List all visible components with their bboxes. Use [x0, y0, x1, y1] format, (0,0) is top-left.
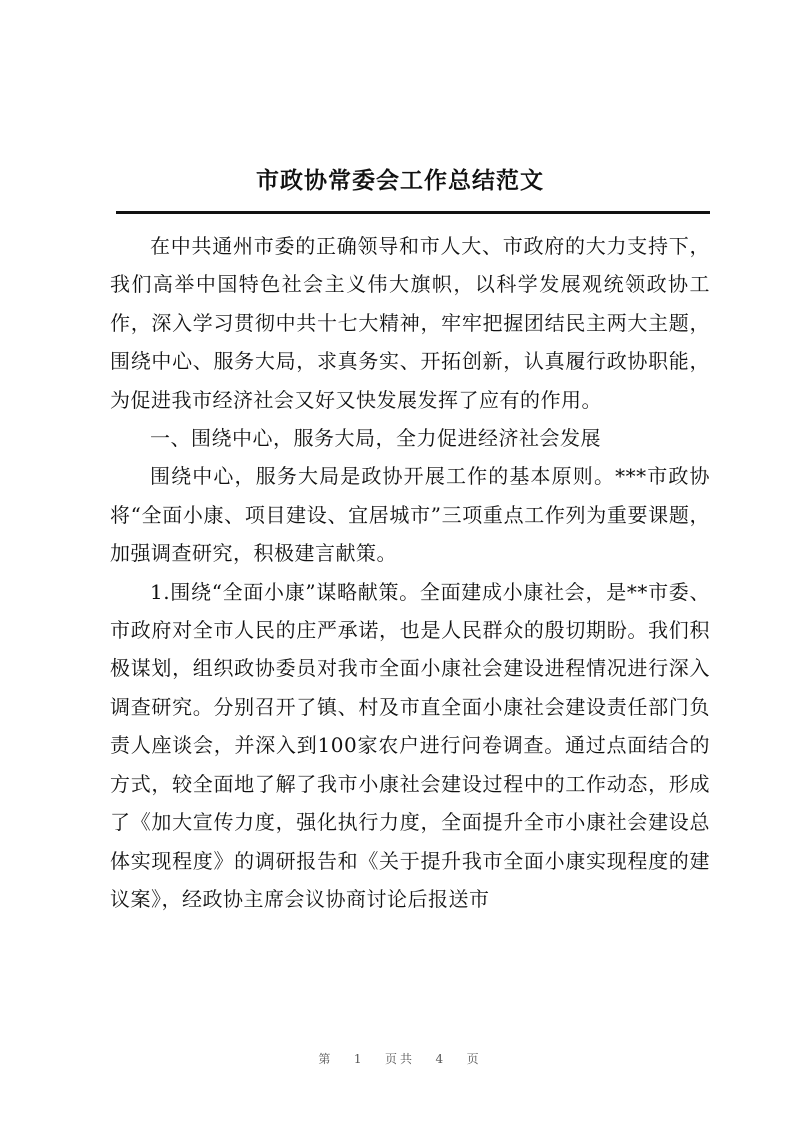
page-footer: [0, 1051, 800, 1067]
paragraph-principle: 围绕中心，服务大局是政协开展工作的基本原则。***市政协将“全面小康、项目建设、宜居城市”三项重点工作列为重要课题，加强调查研究，积极建言献策。: [110, 464, 710, 566]
section-heading-1: 一、围绕中心，服务大局，全力促进经济社会发展: [150, 426, 601, 451]
footer-suffix: 页: [466, 1052, 482, 1066]
footer-middle: 页共: [384, 1052, 415, 1066]
paragraph-item-1: 1.围绕“全面小康”谋略献策。全面建成小康社会，是**市委、市政府对全市人民的庄严承诺，也是人民群众的殷切期盼。我们积极谋划，组织政协委员对我市全面小康社会建设进程情况进行深入调查研究。分别召开了镇、村及市直全面小康社会建设责任部门负责人座谈会，并深入到100家农户进行问卷调查。通过点面结合的方式，较全面地了解了我市小康社会建设过程中的工作动态，形成了《加大宣传力度，强化执行力度，全面提升全市小康社会建设总体实现程度》的调研报告和《关于提升我市全面小康实现程度的建议案》，经政协主席会议协商讨论后报送市: [110, 579, 710, 911]
footer-page-number: 1: [353, 1052, 365, 1066]
document-body: [110, 227, 710, 918]
footer-prefix: 第: [318, 1052, 334, 1066]
paragraph-intro: 在中共通州市委的正确领导和市人大、市政府的大力支持下，我们高举中国特色社会主义伟大旗帜，以科学发展观统领政协工作，深入学习贯彻中共十七大精神，牢牢把握团结民主两大主题，围绕中心、服务大局，求真务实、开拓创新，认真履行政协职能，为促进我市经济社会又好又快发展发挥了应有的作用。: [110, 234, 710, 412]
document-title: 市政协常委会工作总结范文: [256, 167, 544, 194]
footer-total-pages: 4: [435, 1052, 447, 1066]
title-underline: [116, 211, 710, 214]
